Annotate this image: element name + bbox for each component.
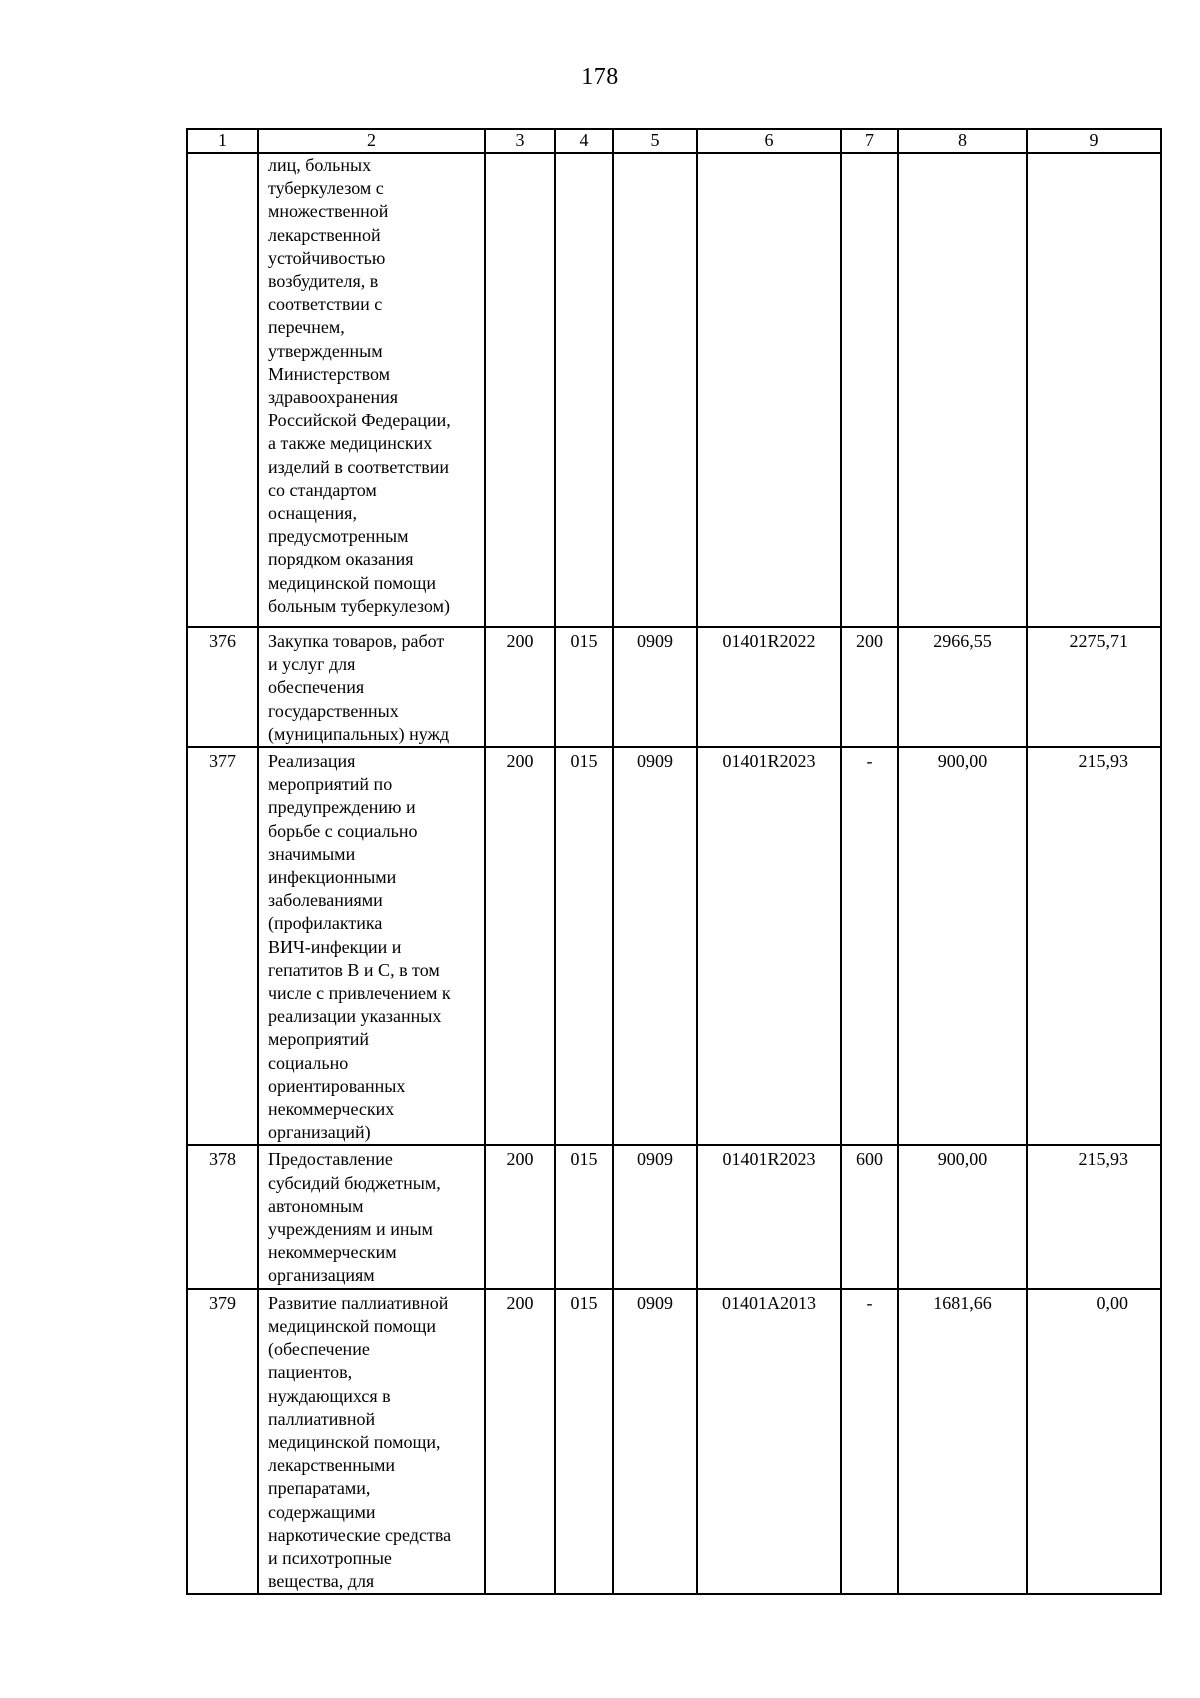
header-cell: 1 [187, 129, 258, 153]
table-row-continuation [187, 153, 1161, 627]
header-cell: 2 [258, 129, 485, 153]
header-cell: 7 [841, 129, 898, 153]
budget-table [186, 128, 1162, 1595]
code-cell: 01401R2023 [697, 1145, 841, 1288]
code-cell: 0909 [613, 627, 697, 747]
row-number-cell [187, 153, 258, 627]
amount-cell: 215,93 [1027, 747, 1161, 1145]
amount-cell: 2966,55 [898, 627, 1027, 747]
amount-cell: 215,93 [1027, 1145, 1161, 1288]
code-cell: 015 [555, 747, 613, 1145]
row-name-cell: Предоставление субсидий бюджетным, автономным учреждениям и иным некоммерческим организациям [258, 1145, 485, 1288]
code-cell [485, 153, 555, 627]
code-cell: 0909 [613, 1289, 697, 1595]
row-number-cell: 378 [187, 1145, 258, 1288]
code-cell [841, 153, 898, 627]
amount-cell: 1681,66 [898, 1289, 1027, 1595]
code-cell [697, 153, 841, 627]
amount-cell: 900,00 [898, 747, 1027, 1145]
row-number-cell: 376 [187, 627, 258, 747]
code-cell: 015 [555, 1145, 613, 1288]
code-cell: 0909 [613, 747, 697, 1145]
row-name-cell: лиц, больных туберкулезом с множественной лекарственной устойчивостью возбудителя, в соответствии с перечнем, утвержденным Министерством здравоохранения Российской Федерации, а также медицинских изделий в соответствии со стандартом оснащения, предусмотренным порядком оказания медицинской помощи больным туберкулезом) [258, 153, 485, 627]
amount-cell: 0,00 [1027, 1289, 1161, 1595]
code-cell: 200 [841, 627, 898, 747]
code-cell: - [841, 747, 898, 1145]
code-cell: 0909 [613, 1145, 697, 1288]
code-cell: 200 [485, 747, 555, 1145]
header-cell: 4 [555, 129, 613, 153]
header-cell: 8 [898, 129, 1027, 153]
code-cell [613, 153, 697, 627]
code-cell: - [841, 1289, 898, 1595]
code-cell: 200 [485, 627, 555, 747]
code-cell: 01401R2022 [697, 627, 841, 747]
header-cell: 5 [613, 129, 697, 153]
code-cell: 015 [555, 1289, 613, 1595]
amount-cell [898, 153, 1027, 627]
header-cell: 9 [1027, 129, 1161, 153]
header-cell: 6 [697, 129, 841, 153]
amount-cell: 2275,71 [1027, 627, 1161, 747]
amount-cell: 900,00 [898, 1145, 1027, 1288]
code-cell: 015 [555, 627, 613, 747]
code-cell: 200 [485, 1145, 555, 1288]
code-cell: 01401A2013 [697, 1289, 841, 1595]
header-row [187, 129, 1161, 153]
table-row [187, 1145, 1161, 1288]
header-cell: 3 [485, 129, 555, 153]
row-name-cell: Развитие паллиативной медицинской помощи (обеспечение пациентов, нуждающихся в паллиативной медицинской помощи, лекарственными препаратами, содержащими наркотические средства и психотропные вещества, для [258, 1289, 485, 1595]
row-name-cell: Закупка товаров, работ и услуг для обеспечения государственных (муниципальных) нужд [258, 627, 485, 747]
row-name-cell: Реализация мероприятий по предупреждению и борьбе с социально значимыми инфекционными заболеваниями (профилактика ВИЧ-инфекции и гепатитов В и С, в том числе с привлечением к реализации указанных мероприятий социально ориентированных некоммерческих организаций) [258, 747, 485, 1145]
table-row [187, 747, 1161, 1145]
page-number: 178 [581, 64, 619, 90]
amount-cell [1027, 153, 1161, 627]
table-row [187, 627, 1161, 747]
code-cell [555, 153, 613, 627]
row-number-cell: 377 [187, 747, 258, 1145]
row-number-cell: 379 [187, 1289, 258, 1595]
code-cell: 01401R2023 [697, 747, 841, 1145]
code-cell: 600 [841, 1145, 898, 1288]
table-row [187, 1289, 1161, 1595]
code-cell: 200 [485, 1289, 555, 1595]
